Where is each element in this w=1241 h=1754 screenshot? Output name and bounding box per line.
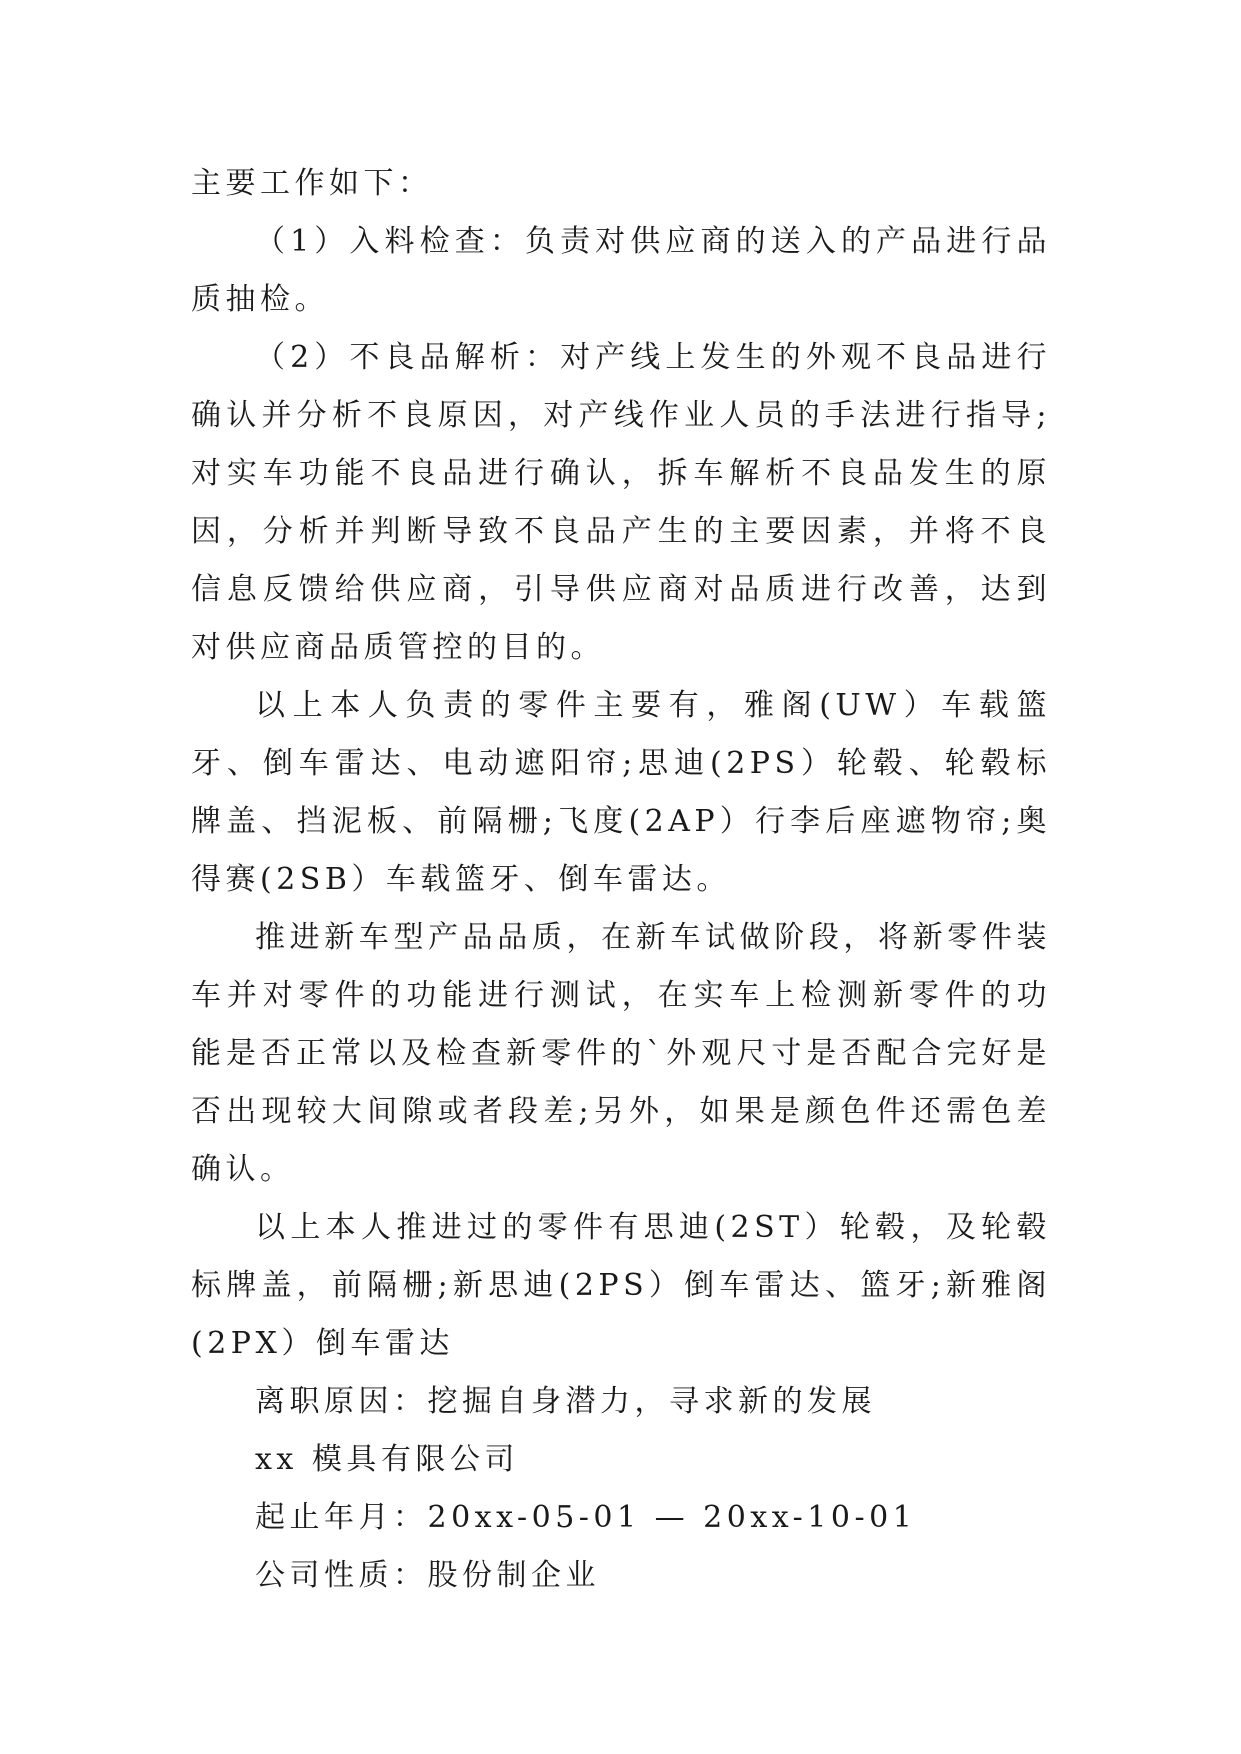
paragraph-parts-responsible: 以上本人负责的零件主要有，雅阁(UW）车载篮牙、倒车雷达、电动遮阳帘;思迪(2PS）轮毂、轮毂标牌盖、挡泥板、前隔栅;飞度(2AP）行李后座遮物帘;奥得赛(2SB）车载篮牙、倒车雷达。	[191, 688, 1051, 897]
paragraph-defect-analysis: （2）不良品解析：对产线上发生的外观不良品进行确认并分析不良原因，对产线作业人员的手法进行指导;对实车功能不良品进行确认，拆车解析不良品发生的原因，分析并判断导致不良品产生的主要因素，并将不良信息反馈给供应商，引导供应商对品质进行改善，达到对供应商品质管控的目的。	[191, 340, 1051, 665]
paragraph-parts-promoted: 以上本人推进过的零件有思迪(2ST）轮毂，及轮毂标牌盖，前隔栅;新思迪(2PS）倒车雷达、篮牙;新雅阁(2PX）倒车雷达	[191, 1210, 1051, 1361]
paragraph-incoming-inspection: （1）入料检查：负责对供应商的送入的产品进行品质抽检。	[191, 224, 1051, 317]
work-heading: 主要工作如下：	[191, 166, 433, 201]
document-page	[191, 155, 1051, 1605]
company-name: xx 模具有限公司	[255, 1442, 519, 1477]
resignation-reason: 离职原因：挖掘自身潜力，寻求新的发展	[255, 1384, 876, 1419]
employment-period: 起止年月：20xx-05-01 — 20xx-10-01	[255, 1500, 917, 1535]
company-type: 公司性质：股份制企业	[255, 1558, 600, 1593]
paragraph-new-model-quality: 推进新车型产品品质，在新车试做阶段，将新零件装车并对零件的功能进行测试，在实车上检测新零件的功能是否正常以及检查新零件的`外观尺寸是否配合完好是否出现较大间隙或者段差;另外，如果是颜色件还需色差确认。	[191, 920, 1051, 1187]
